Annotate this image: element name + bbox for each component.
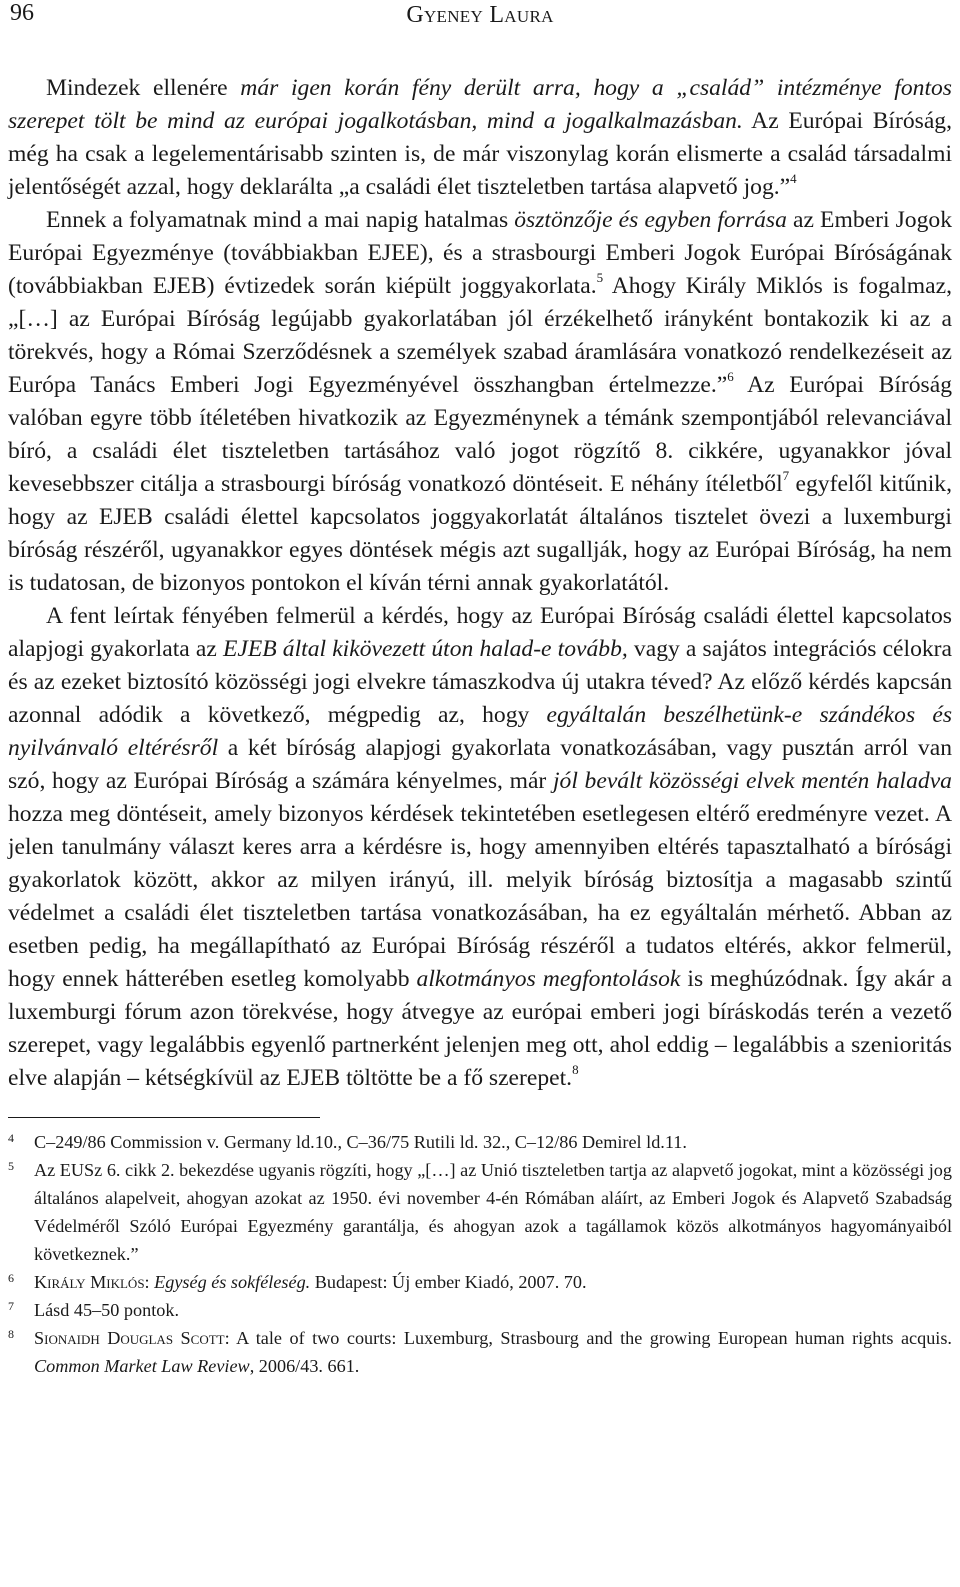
footnote	[8, 1296, 952, 1324]
italic-text: Common Market Law Review	[34, 1356, 250, 1376]
text-run: : A tale of two courts: Luxemburg, Strasbourg and the growing European human rights acquis.	[224, 1328, 952, 1348]
paragraph	[8, 600, 952, 1095]
text-run: Mindezek ellenére	[46, 75, 241, 101]
body-text	[8, 72, 952, 1095]
text-run: Ahogy Király Miklós is fogalmaz, „[…] az Európai Bíróság legújabb gyakorlatában jól érzékelhető irányként bontakozik ki az a törekvés, hogy a Római Szerződésnek a személyek szabad áramlására vonatkozó rendelkezéseit az Európa Tanács Emberi Jogi Egyezményével összhangban értelmezze.”	[8, 273, 952, 398]
footnote-ref: 4	[790, 171, 797, 187]
text-run: a két bíróság alapjogi gyakorlata vonatkozásában, vagy pusztán arról van szó, hogy az Európai Bíróság a számára kényelmes, már	[8, 735, 953, 794]
text-run: :	[144, 1272, 155, 1292]
text-run: hozza meg döntéseit, amely bizonyos kérdések tekintetében esetlegesen eltérő eredményre vezet. A jelen tanulmány választ keres arra a kérdésre is, hogy amennyiben eltérés tapasztalható a bírósági gyakorlatok között, akkor az milyen irányú, ill. melyik bíróság biztosítja a magasabb szintű védelmet a családi élet tiszteletben tartása vonatkozásában, ha ez egyáltalán mérhető. Abban az esetben pedig, ha megállapítható az Európai Bíróság részéről a tudatos eltérés, akkor felmerül, hogy ennek hátterében esetleg komolyabb	[8, 801, 952, 992]
footnote-separator	[8, 1117, 320, 1118]
author-name: Sionaidh Douglas Scott	[34, 1328, 225, 1348]
footnote-number: 8	[8, 1327, 14, 1341]
text-run: Lásd 45–50 pontok.	[34, 1300, 179, 1320]
footnotes	[8, 1128, 952, 1380]
italic-text: ösztönzője és egyben forrása	[514, 207, 787, 233]
italic-text: jól bevált közösségi elvek mentén haladva	[552, 768, 952, 794]
footnote	[8, 1268, 952, 1296]
italic-text: Egység és sokféleség.	[154, 1272, 311, 1292]
text-run: Ennek a folyamatnak mind a mai napig hatalmas	[46, 207, 515, 233]
text-run: vagy a sajátos integrációs célokra és az ezeket biztosító közösségi jogi elvekre támaszkodva új utakra téved? Az előző kérdés kapcsán azonnal adódik a következő, mégpedig az, hogy	[8, 636, 952, 728]
text-run: Az Európai Bíróság, még ha csak a legelementárisabb szinten is, de már viszonylag korán elismerte a család társadalmi jelentőségét azzal, hogy deklarálta „a családi élet tiszteletben tartása alapvető jog.”	[8, 108, 952, 200]
italic-text: alkotmányos megfontolások	[416, 966, 681, 992]
running-head: Gyeney Laura	[406, 2, 554, 28]
footnote-ref: 8	[572, 1062, 579, 1078]
page-header	[8, 0, 952, 44]
paragraph	[8, 204, 952, 600]
text-run: Az EUSz 6. cikk 2. bekezdése ugyanis rögzíti, hogy „[…] az Unió tiszteletben tartja az alapvető jogokat, mint a közösségi jog általános alapelveit, ahogyan azokat az 1950. évi november 4-én Rómában aláírt, az Emberi Jogok és Alapvető Szabadság Védelméről Szóló Európai Egyezmény garantálja, és ahogyan azok a tagállamok közös alkotmányos hagyományaiból következnek.”	[34, 1160, 952, 1264]
text-run: C–249/86 Commission v. Germany ld.10., C–36/75 Rutili ld. 32., C–12/86 Demirel ld.11.	[34, 1132, 687, 1152]
text-run: egyfelől kitűnik, hogy az EJEB családi élettel kapcsolatos joggyakorlatát általános tisztelet övezi a luxemburgi bíróság részéről, ugyanakkor egyes döntések mégis azt sugallják, hogy az Európai Bíróság, ha nem is tudatosan, de bizonyos pontokon el kíván térni annak gyakorlatától.	[8, 471, 952, 596]
footnote-ref: 7	[782, 468, 790, 484]
text-run: az Emberi Jogok Európai Egyezménye (továbbiakban EJEE), és a strasbourgi Emberi Jogok Európai Bíróságának (továbbiakban EJEB) évtizedek során kiépült joggyakorlata.	[8, 207, 952, 299]
italic-text: egyáltalán beszélhetünk-e szándékos és nyilvánvaló eltérésről	[8, 702, 952, 761]
footnote	[8, 1128, 952, 1156]
footnote-ref: 6	[727, 369, 734, 385]
author-name: Király Miklós	[34, 1272, 145, 1292]
footnote-number: 4	[8, 1131, 14, 1145]
text-run: Budapest: Új ember Kiadó, 2007. 70.	[310, 1272, 587, 1292]
italic-text: EJEB által kikövezett úton halad-e tovább,	[222, 636, 628, 662]
italic-text: már igen korán fény derült arra, hogy a „család” intézménye fontos szerepet tölt be mind az európai jogalkotásban, mind a jogalkalmazásban.	[8, 75, 952, 134]
footnote	[8, 1156, 952, 1268]
text-run: is meghúzódnak. Így akár a luxemburgi fórum azon törekvése, hogy átvegye az európai emberi jogi bíráskodás terén a vezető szerepet, vagy legalábbis egyenlő partnerként jelenjen meg ott, ahol eddig – legalábbis a szenioritás elve alapján – kétségkívül az EJEB töltötte be a fő szerepet.	[8, 966, 952, 1091]
footnote-number: 6	[8, 1271, 14, 1285]
document-page	[8, 0, 952, 1380]
text-run: , 2006/43. 661.	[249, 1356, 360, 1376]
page-number: 96	[10, 0, 34, 26]
footnote-number: 7	[8, 1299, 14, 1313]
text-run: Az Európai Bíróság valóban egyre több ítéletében hivatkozik az Egyezménynek a témánk szempontjából relevanciával bíró, a családi élet tiszteletben tartásához való jogot rögzítő 8. cikkére, ugyanakkor jóval kevesebbszer citálja a strasbourgi bíróság vonatkozó döntéseit. E néhány ítéletből	[8, 372, 952, 497]
footnote	[8, 1324, 952, 1380]
footnote-number: 5	[8, 1159, 14, 1173]
footnote-ref: 5	[596, 270, 604, 286]
text-run: A fent leírtak fényében felmerül a kérdés, hogy az Európai Bíróság családi élettel kapcsolatos alapjogi gyakorlata az	[8, 603, 952, 662]
paragraph	[8, 72, 952, 204]
